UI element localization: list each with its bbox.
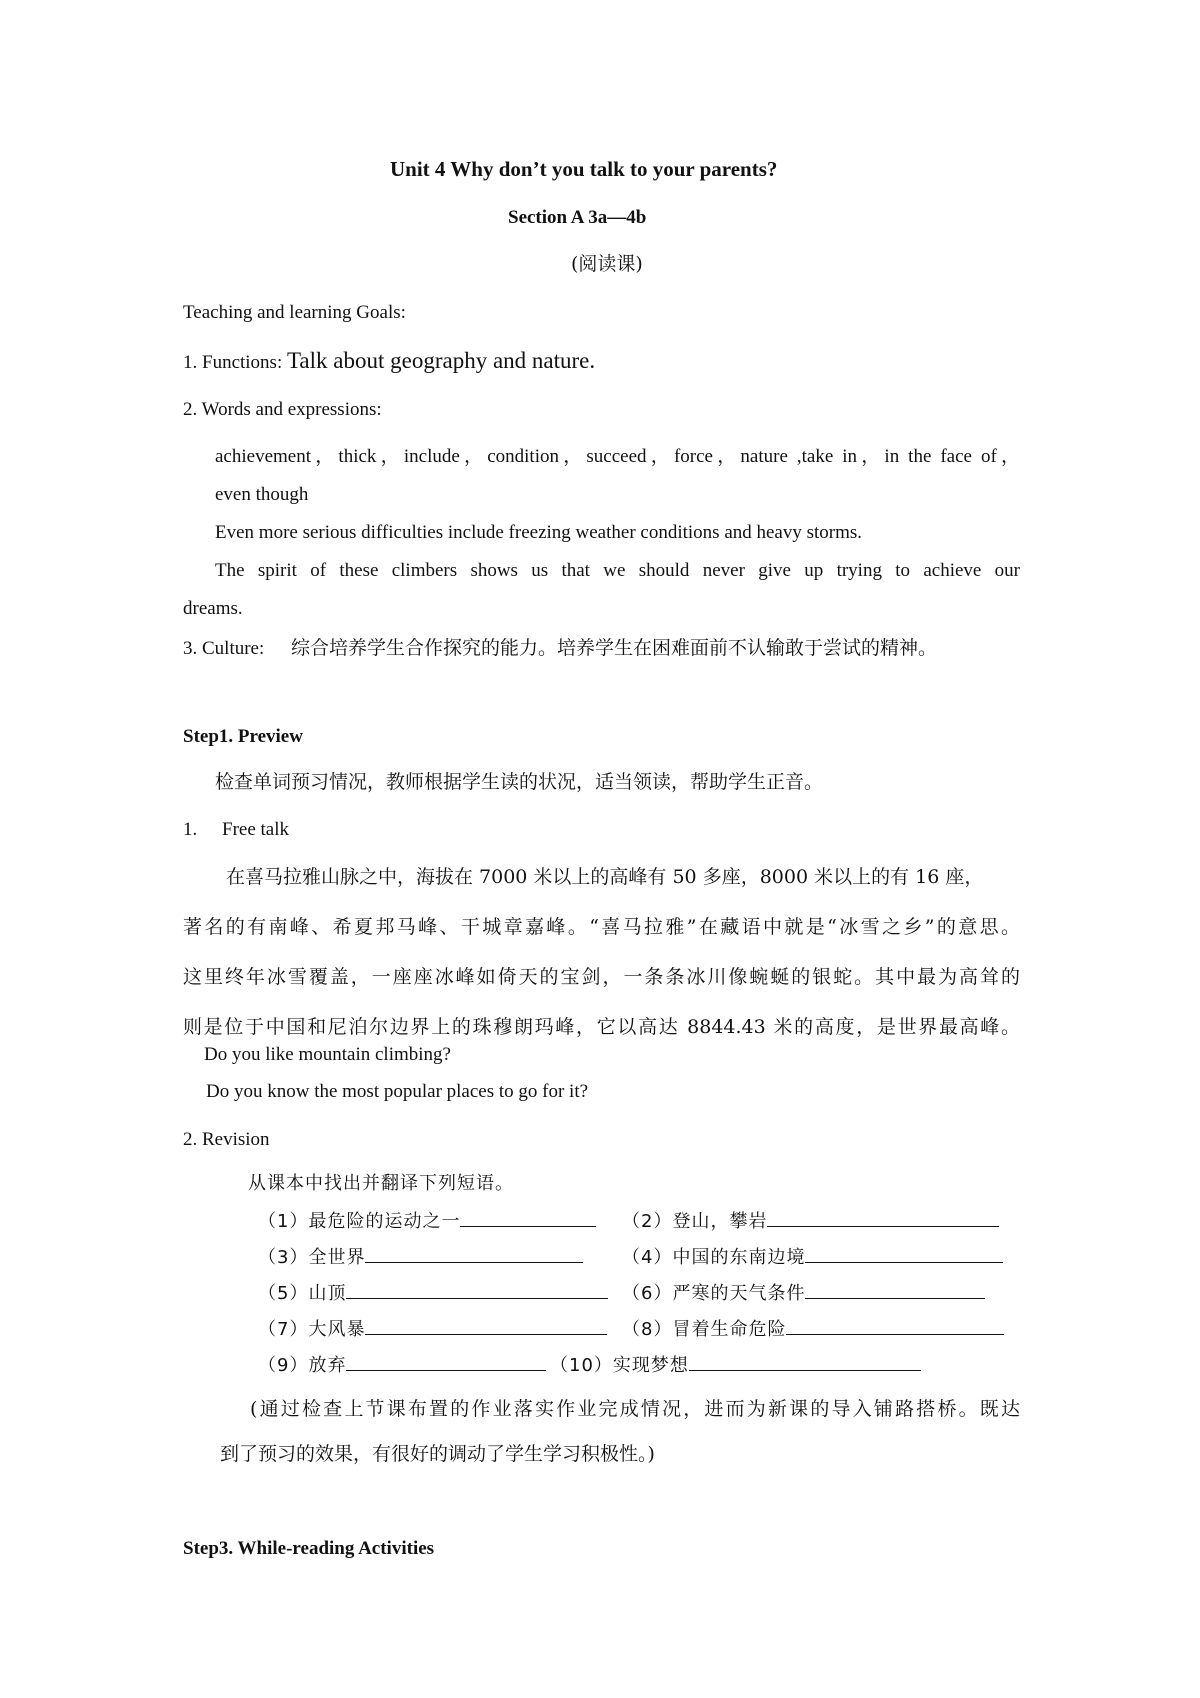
functions-line bbox=[183, 349, 595, 375]
answer-blank[interactable] bbox=[346, 1278, 608, 1299]
revision-instruction: 从课本中找出并翻译下列短语。 bbox=[248, 1173, 514, 1194]
culture-text: 综合培养学生合作探究的能力。培养学生在困难面前不认输敢于尝试的精神。 bbox=[291, 637, 938, 659]
revision-item-2 bbox=[622, 1206, 999, 1234]
culture-line bbox=[183, 636, 937, 661]
revision-item-1 bbox=[258, 1206, 596, 1234]
revision-item-label: （7）大风暴 bbox=[258, 1319, 366, 1340]
answer-blank[interactable] bbox=[689, 1350, 921, 1371]
revision-item-label: （1）最危险的运动之一 bbox=[258, 1211, 461, 1232]
answer-blank[interactable] bbox=[767, 1206, 999, 1227]
himalaya-paragraph-line-3: 这里终年冰雪覆盖，一座座冰峰如倚天的宝剑，一条条冰川像蜿蜒的银蛇。其中最为高耸的 bbox=[183, 966, 1020, 988]
revision-note-line-2: 到了预习的效果，有很好的调动了学生学习积极性。) bbox=[220, 1443, 655, 1465]
revision-item-label: （2）登山，攀岩 bbox=[622, 1211, 768, 1232]
free-talk-line bbox=[183, 818, 289, 842]
answer-blank[interactable] bbox=[365, 1242, 583, 1263]
words-line-2: even though bbox=[215, 484, 309, 505]
revision-item-6 bbox=[622, 1278, 985, 1306]
revision-item-label: （9）放弃 bbox=[258, 1355, 347, 1376]
answer-blank[interactable] bbox=[805, 1278, 985, 1299]
step1-heading: Step1. Preview bbox=[183, 726, 303, 747]
revision-item-5 bbox=[258, 1278, 608, 1306]
words-line-1: achievement，thick，include，condition，succeed，force，nature ,take in，in the face of， bbox=[215, 446, 1020, 467]
step3-heading: Step3. While-reading Activities bbox=[183, 1538, 435, 1559]
revision-item-10 bbox=[550, 1350, 921, 1378]
section-label: Section A 3a—4b bbox=[508, 207, 647, 228]
revision-note-line-1: (通过检查上节课布置的作业落实作业完成情况，进而为新课的导入铺路搭桥。既达 bbox=[250, 1398, 1020, 1420]
question-2: Do you know the most popular places to go for it? bbox=[206, 1081, 589, 1102]
document-title: Unit 4 Why don’t you talk to your parents? bbox=[390, 157, 778, 181]
functions-label: 1. Functions: bbox=[183, 352, 283, 373]
revision-item-label: （3）全世界 bbox=[258, 1247, 366, 1268]
himalaya-paragraph-line-1: 在喜马拉雅山脉之中，海拔在 7000 米以上的高峰有 50 多座，8000 米以上的有 16 座， bbox=[226, 866, 984, 888]
free-talk-number: 1. bbox=[183, 819, 198, 840]
sentence-2-line-1: The spirit of these climbers shows us that we should never give up trying to achieve our bbox=[215, 560, 1020, 581]
revision-item-label: （10）实现梦想 bbox=[550, 1355, 689, 1376]
functions-text: Talk about geography and nature. bbox=[286, 348, 596, 373]
answer-blank[interactable] bbox=[460, 1206, 596, 1227]
answer-blank[interactable] bbox=[365, 1314, 607, 1335]
sentence-1: Even more serious difficulties include freezing weather conditions and heavy storms. bbox=[215, 522, 863, 543]
revision-item-label: （8）冒着生命危险 bbox=[622, 1319, 787, 1340]
question-1: Do you like mountain climbing? bbox=[204, 1044, 451, 1065]
revision-item-3 bbox=[258, 1242, 583, 1270]
goals-heading: Teaching and learning Goals: bbox=[183, 302, 406, 323]
free-talk-label: Free talk bbox=[222, 819, 290, 840]
answer-blank[interactable] bbox=[786, 1314, 1004, 1335]
step1-intro: 检查单词预习情况，教师根据学生读的状况，适当领读，帮助学生正音。 bbox=[215, 771, 824, 793]
culture-label: 3. Culture: bbox=[183, 638, 265, 659]
revision-item-label: （5）山顶 bbox=[258, 1283, 347, 1304]
revision-item-4 bbox=[622, 1242, 1003, 1270]
revision-item-8 bbox=[622, 1314, 1004, 1342]
sentence-2-line-2: dreams. bbox=[183, 598, 243, 619]
answer-blank[interactable] bbox=[346, 1350, 546, 1371]
revision-item-7 bbox=[258, 1314, 607, 1342]
himalaya-paragraph-line-2: 著名的有南峰、希夏邦马峰、干城章嘉峰。“喜马拉雅”在藏语中就是“冰雪之乡”的意思。 bbox=[183, 916, 1020, 938]
words-label: 2. Words and expressions: bbox=[183, 399, 382, 420]
revision-heading: 2. Revision bbox=[183, 1129, 270, 1150]
himalaya-paragraph-line-4: 则是位于中国和尼泊尔边界上的珠穆朗玛峰，它以高达 8844.43 米的高度，是世界最高峰。 bbox=[183, 1016, 1020, 1038]
revision-item-label: （6）严寒的天气条件 bbox=[622, 1283, 806, 1304]
lesson-type: (阅读课) bbox=[571, 253, 643, 275]
revision-item-label: （4）中国的东南边境 bbox=[622, 1247, 806, 1268]
answer-blank[interactable] bbox=[805, 1242, 1003, 1263]
revision-item-9 bbox=[258, 1350, 546, 1378]
